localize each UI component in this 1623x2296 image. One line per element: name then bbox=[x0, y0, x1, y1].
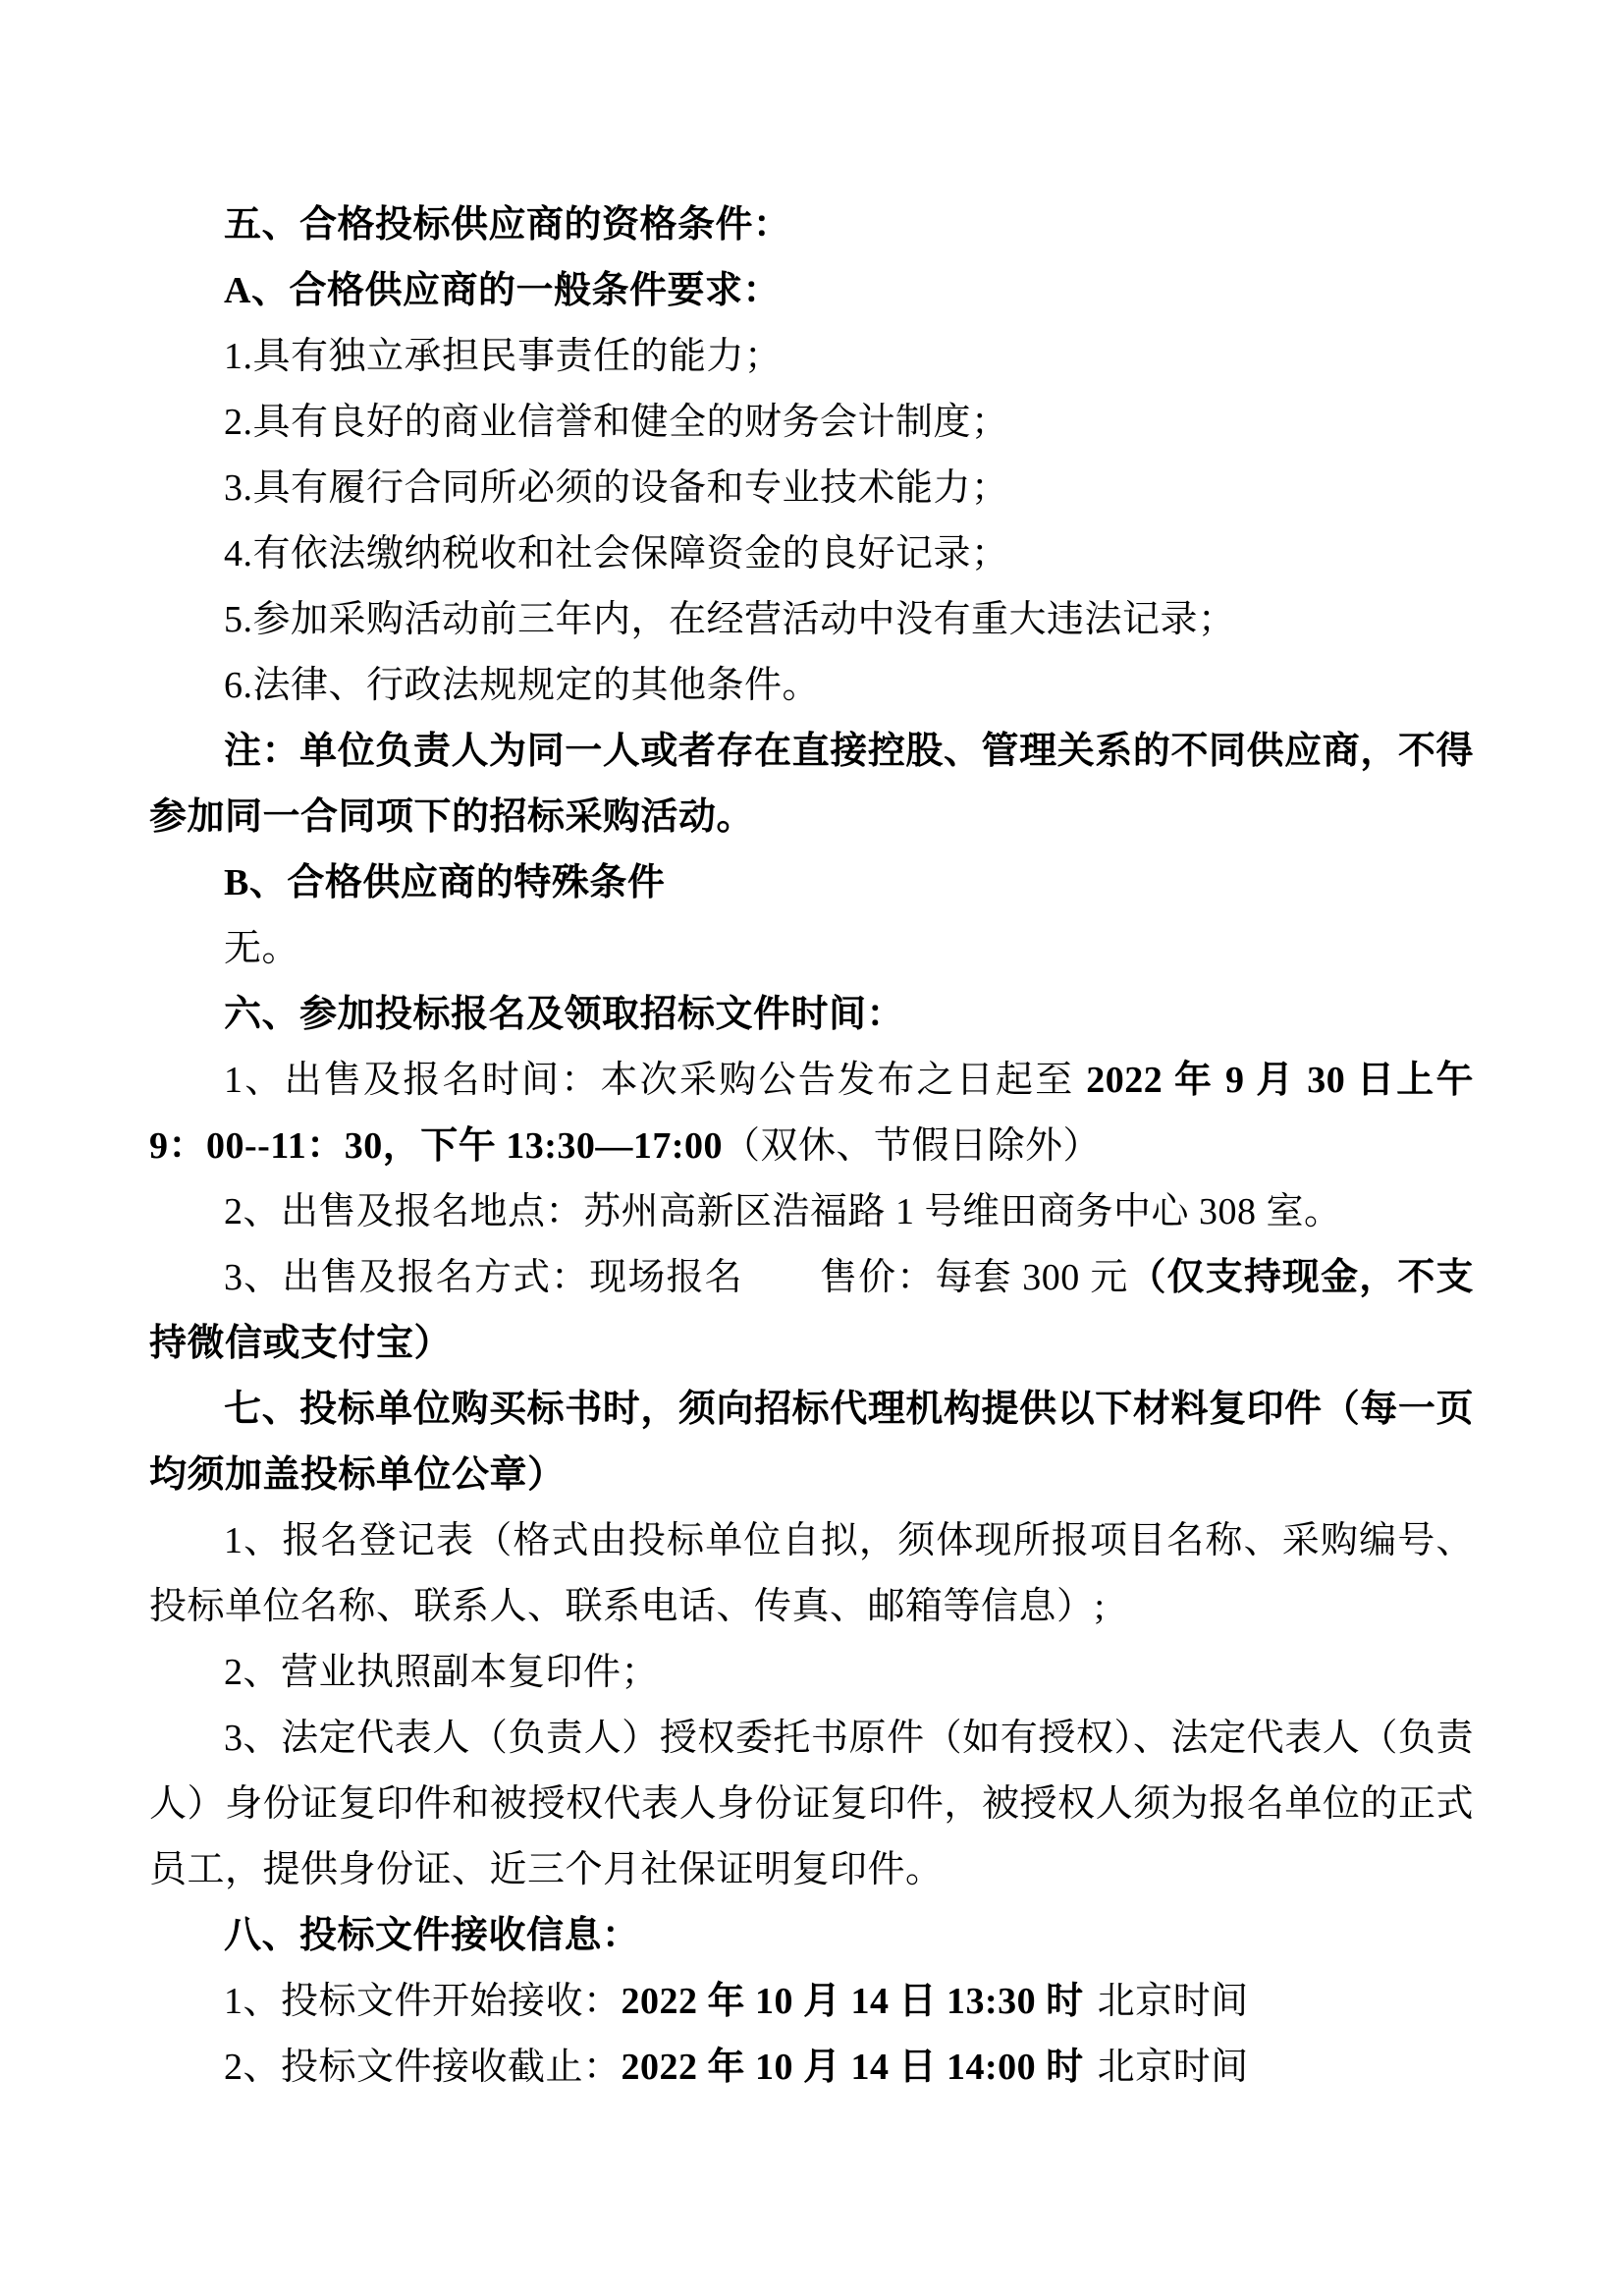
general-condition-4 bbox=[149, 521, 1474, 587]
sale-location-item bbox=[149, 1179, 1474, 1245]
text-run: 5.参加采购活动前三年内，在经营活动中没有重大违法记录； bbox=[224, 599, 1236, 640]
receive-start-item bbox=[149, 1969, 1474, 2035]
text-run: 6.法律、行政法规规定的其他条件。 bbox=[224, 665, 821, 706]
note-paragraph bbox=[149, 719, 1474, 850]
sectionA-heading bbox=[149, 258, 1474, 324]
text-run: 3.具有履行合同所必须的设备和专业技术能力； bbox=[224, 467, 1009, 509]
section8-heading bbox=[149, 1903, 1474, 1969]
text-run-bold: 2022 年 9 月 30 日上午 9：00--11：30，下午 13:30—17:00 bbox=[149, 1060, 1474, 1167]
text-run: 无。 bbox=[224, 928, 300, 969]
text-run: 北京时间 bbox=[1097, 2047, 1249, 2088]
general-condition-6 bbox=[149, 653, 1474, 719]
text-run: （双休、节假日除外） bbox=[723, 1125, 1102, 1167]
text-run: 2、营业执照副本复印件； bbox=[224, 1652, 660, 1693]
text-run: 1、报名登记表（格式由投标单位自拟，须体现所报项目名称、采购编号、投标单位名称、联系人、联系电话、传真、邮箱等信息）; bbox=[149, 1520, 1474, 1627]
section5-heading bbox=[149, 192, 1474, 258]
text-run: 3、出售及报名方式：现场报名 售价：每套 300 元 bbox=[224, 1257, 1129, 1298]
text-run: 1.具有独立承担民事责任的能力； bbox=[224, 336, 783, 377]
text-run: 七、投标单位购买标书时，须向招标代理机构提供以下材料复印件（每一页均须加盖投标单位公章） bbox=[149, 1389, 1474, 1496]
text-run-bold: 2022 年 10 月 14 日 13:30 时 bbox=[621, 1981, 1084, 2022]
general-condition-3 bbox=[149, 456, 1474, 521]
general-condition-1 bbox=[149, 324, 1474, 390]
text-run: B、合格供应商的特殊条件 bbox=[224, 862, 666, 903]
section7-heading bbox=[149, 1377, 1474, 1508]
text-run: 1、出售及报名时间：本次采购公告发布之日起至 bbox=[224, 1060, 1087, 1101]
sale-method-item bbox=[149, 1245, 1474, 1377]
text-run: 2、投标文件接收截止： bbox=[224, 2047, 622, 2088]
general-condition-2 bbox=[149, 390, 1474, 456]
sectionB-heading bbox=[149, 850, 1474, 916]
text-run: 3、法定代表人（负责人）授权委托书原件（如有授权）、法定代表人（负责人）身份证复印件和被授权代表人身份证复印件，被授权人须为报名单位的正式员工，提供身份证、近三个月社保证明复印件。 bbox=[149, 1718, 1474, 1890]
text-run: 北京时间 bbox=[1097, 1981, 1249, 2022]
text-run: 八、投标文件接收信息： bbox=[224, 1915, 640, 1956]
text-run: 2.具有良好的商业信誉和健全的财务会计制度； bbox=[224, 402, 1009, 443]
section6-heading bbox=[149, 982, 1474, 1048]
text-run: 4.有依法缴纳税收和社会保障资金的良好记录； bbox=[224, 533, 1009, 574]
text-run: 注：单位负责人为同一人或者存在直接控股、管理关系的不同供应商，不得参加同一合同项下的招标采购活动。 bbox=[149, 731, 1474, 838]
text-run-bold: 2022 年 10 月 14 日 14:00 时 bbox=[621, 2047, 1084, 2088]
special-condition-none bbox=[149, 916, 1474, 982]
material-1 bbox=[149, 1508, 1474, 1640]
text-run: 六、参加投标报名及领取招标文件时间： bbox=[224, 994, 905, 1035]
text-run: A、合格供应商的一般条件要求： bbox=[224, 270, 781, 311]
text-run-bold: （仅支持现金，不支持微信或支付宝） bbox=[149, 1257, 1474, 1364]
text-run: 1、投标文件开始接收： bbox=[224, 1981, 622, 2022]
material-3 bbox=[149, 1706, 1474, 1903]
sale-time-item bbox=[149, 1048, 1474, 1179]
receive-deadline-item bbox=[149, 2035, 1474, 2101]
text-run: 2、出售及报名地点：苏州高新区浩福路 1 号维田商务中心 308 室。 bbox=[224, 1191, 1342, 1232]
text-run: 五、合格投标供应商的资格条件： bbox=[224, 204, 791, 246]
general-condition-5 bbox=[149, 587, 1474, 653]
material-2 bbox=[149, 1640, 1474, 1706]
